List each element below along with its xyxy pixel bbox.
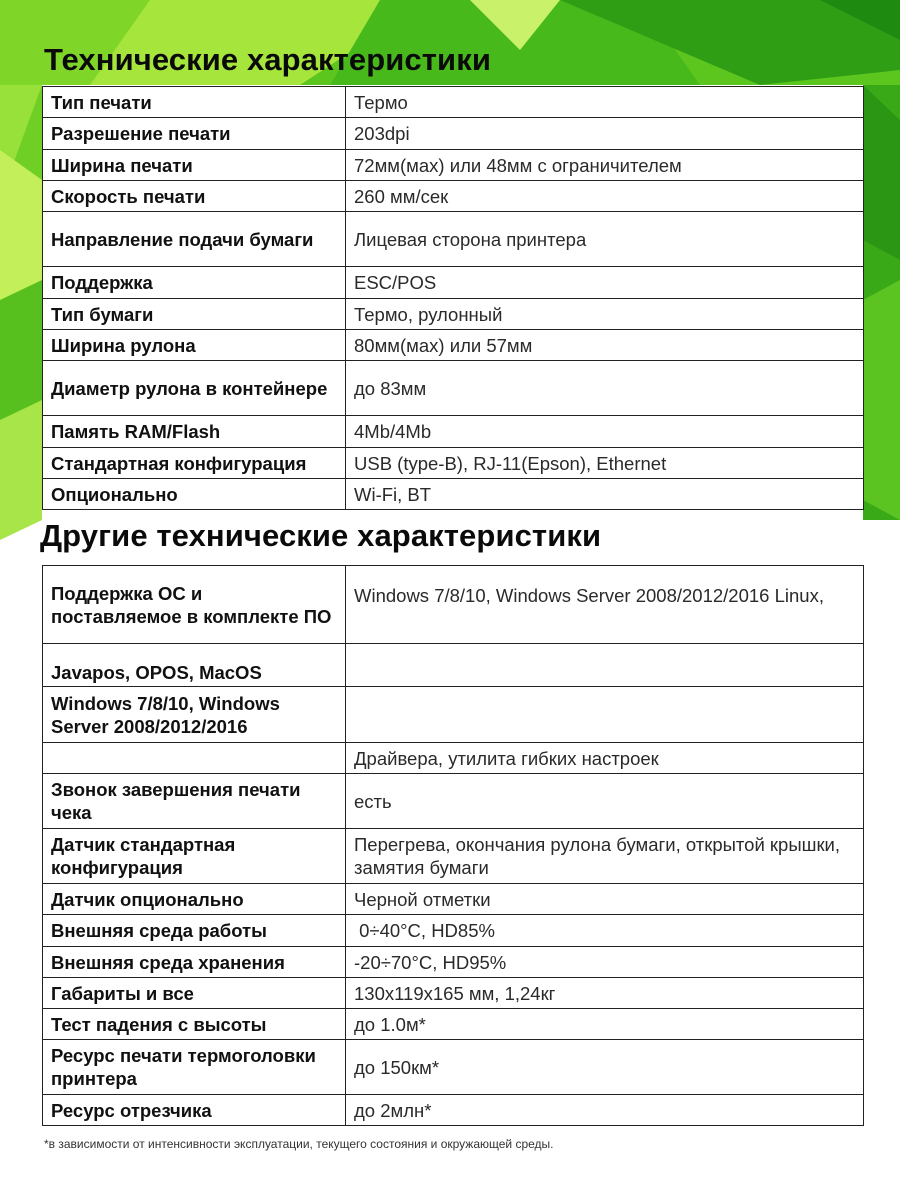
table-row <box>43 361 864 416</box>
table-row <box>43 743 864 774</box>
spec-label: Поддержка <box>43 267 346 299</box>
spec-label: Разрешение печати <box>43 118 346 150</box>
table-row <box>43 181 864 212</box>
spec-value: 4Mb/4Mb <box>346 416 864 448</box>
spec-label: Внешняя среда хранения <box>43 947 346 978</box>
table-row <box>43 1095 864 1126</box>
table-row <box>43 267 864 299</box>
spec-label: Звонок завершения печати чека <box>43 774 346 829</box>
spec-value: до 1.0м* <box>346 1009 864 1040</box>
spec-label: Тип печати <box>43 87 346 118</box>
footnote: *в зависимости от интенсивности эксплуатации, текущего состояния и окружающей среды. <box>44 1137 554 1151</box>
technical-specs-table <box>42 86 864 510</box>
table-row <box>43 566 864 644</box>
spec-label: Поддержка ОС и поставляемое в комплекте ПО <box>43 566 346 644</box>
table-row <box>43 1009 864 1040</box>
spec-label: Ширина печати <box>43 150 346 181</box>
spec-label: Направление подачи бумаги <box>43 212 346 267</box>
spec-label: Габариты и все <box>43 978 346 1009</box>
spec-value <box>346 644 864 687</box>
spec-value: есть <box>346 774 864 829</box>
spec-label: Память RAM/Flash <box>43 416 346 448</box>
spec-value: 130x119x165 мм, 1,24кг <box>346 978 864 1009</box>
table-row <box>43 978 864 1009</box>
spec-label: Тест падения с высоты <box>43 1009 346 1040</box>
spec-value: Wi-Fi, BT <box>346 479 864 510</box>
spec-label: Скорость печати <box>43 181 346 212</box>
spec-value: ESC/POS <box>346 267 864 299</box>
spec-value: -20÷70°C, HD95% <box>346 947 864 978</box>
spec-label: Датчик стандартная конфигурация <box>43 829 346 884</box>
spec-value <box>346 687 864 743</box>
spec-value: Перегрева, окончания рулона бумаги, открытой крышки, замятия бумаги <box>346 829 864 884</box>
spec-value: Термо, рулонный <box>346 299 864 330</box>
table-row <box>43 87 864 118</box>
table-row <box>43 212 864 267</box>
table-row <box>43 829 864 884</box>
spec-label: Javapos, OPOS, MacOS <box>43 644 346 687</box>
table-row <box>43 448 864 479</box>
spec-value: 260 мм/сек <box>346 181 864 212</box>
table-row <box>43 118 864 150</box>
table-row <box>43 947 864 978</box>
table-row <box>43 330 864 361</box>
spec-value: 203dpi <box>346 118 864 150</box>
table-row <box>43 644 864 687</box>
spec-label: Датчик опционально <box>43 884 346 915</box>
spec-label: Тип бумаги <box>43 299 346 330</box>
table-row <box>43 299 864 330</box>
spec-label: Ширина рулона <box>43 330 346 361</box>
spec-value: USB (type-B), RJ-11(Epson), Ethernet <box>346 448 864 479</box>
spec-value: 72мм(мах) или 48мм с ограничителем <box>346 150 864 181</box>
spec-value: до 83мм <box>346 361 864 416</box>
spec-value: Термо <box>346 87 864 118</box>
table-row <box>43 884 864 915</box>
section-title-other: Другие технические характеристики <box>40 518 602 553</box>
spec-value: до 150км* <box>346 1040 864 1095</box>
spec-label: Ресурс печати термоголовки принтера <box>43 1040 346 1095</box>
spec-label: Стандартная конфигурация <box>43 448 346 479</box>
table-row <box>43 479 864 510</box>
spec-label: Windows 7/8/10, Windows Server 2008/2012/2016 <box>43 687 346 743</box>
section-title-technical: Технические характеристики <box>44 42 491 77</box>
spec-value: Черной отметки <box>346 884 864 915</box>
spec-value: Драйвера, утилита гибких настроек <box>346 743 864 774</box>
spec-label: Диаметр рулона в контейнере <box>43 361 346 416</box>
table-row <box>43 1040 864 1095</box>
spec-value: до 2млн* <box>346 1095 864 1126</box>
spec-label: Внешняя среда работы <box>43 915 346 947</box>
table-row <box>43 416 864 448</box>
other-specs-table <box>42 565 864 1126</box>
spec-label <box>43 743 346 774</box>
spec-value: 0÷40°C, HD85% <box>346 915 864 947</box>
spec-value: Лицевая сторона принтера <box>346 212 864 267</box>
table-row <box>43 774 864 829</box>
spec-label: Ресурс отрезчика <box>43 1095 346 1126</box>
table-row <box>43 687 864 743</box>
spec-value: 80мм(мах) или 57мм <box>346 330 864 361</box>
spec-value: Windows 7/8/10, Windows Server 2008/2012/2016 Linux, <box>346 566 864 644</box>
table-row <box>43 150 864 181</box>
spec-label: Опционально <box>43 479 346 510</box>
table-row <box>43 915 864 947</box>
